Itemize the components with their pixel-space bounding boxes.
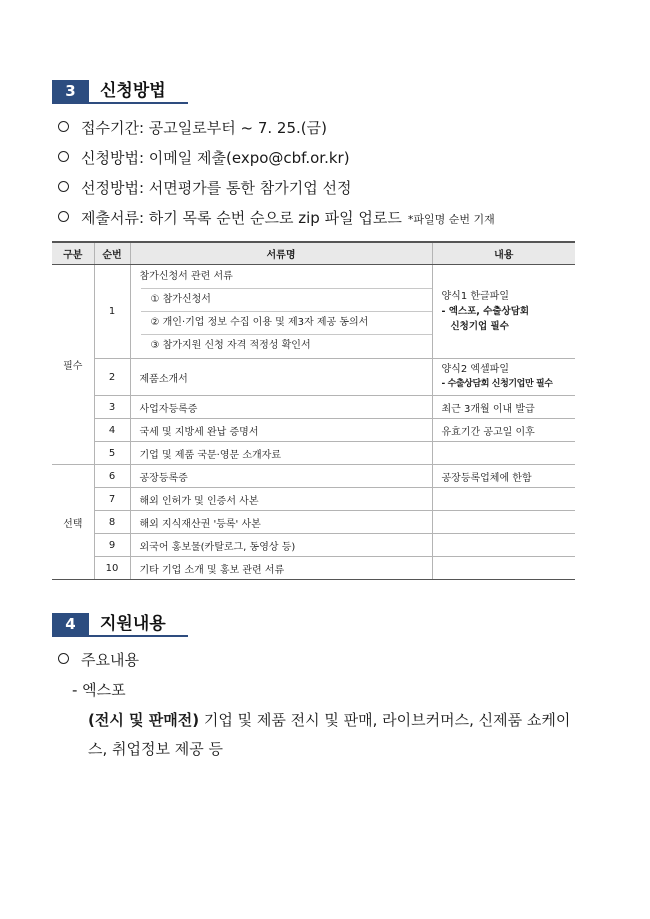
table-row: 3 사업자등록증 최근 3개월 이내 발급 (52, 396, 575, 419)
header-number: 순번 (94, 242, 130, 265)
section-number: 3 (52, 80, 89, 102)
header-category: 구분 (52, 242, 94, 265)
table-row: 5 기업 및 제품 국문·영문 소개자료 (52, 442, 575, 465)
table-row: 선택 6 공장등록증 공장등록업체에 한함 (52, 465, 575, 488)
sub-item: ③ 참가지원 신청 자격 적정성 확인서 (141, 334, 432, 357)
section-4-header (52, 613, 188, 637)
bullet-reception-period: 접수기간: 공고일로부터 ~ 7. 25.(금) (58, 118, 327, 138)
filename-note: *파일명 순번 기재 (407, 213, 495, 226)
bullet-selection-method: 선정방법: 서면평가를 통한 참가기업 선정 (58, 178, 351, 198)
group-required: 필수 (52, 265, 94, 465)
sub-item: ① 참가신청서 (141, 288, 432, 311)
circle-bullet-icon (58, 653, 69, 664)
expo-description (88, 706, 588, 764)
sub-item: ② 개인·기업 정보 수집 이용 및 제3자 제공 동의서 (141, 311, 432, 334)
section-title: 지원내용 (100, 614, 166, 634)
header-content: 내용 (432, 242, 575, 265)
table-row: 8 해외 지식재산권 '등록' 사본 (52, 511, 575, 534)
table-row: 9 외국어 홍보물(카탈로그, 동영상 등) (52, 534, 575, 557)
table-header-row (52, 242, 575, 265)
table-row: 필수 1 참가신청서 관련 서류 ① 참가신청서 ② 개인·기업 정보 수집 이용 및 제3자 제공 동의서 ③ 참가지원 신청 자격 적정성 확인서 양식1 한글파일 - 엑스포, 수출상담회 신청기업 필수 (52, 265, 575, 359)
table-row: 10 기타 기업 소개 및 홍보 관련 서류 (52, 557, 575, 580)
circle-bullet-icon (58, 121, 69, 132)
bullet-main-content: 주요내용 (58, 650, 139, 670)
header-document: 서류명 (130, 242, 432, 265)
table-row: 7 해외 인허가 및 인증서 사본 (52, 488, 575, 511)
documents-table (52, 241, 575, 580)
section-3-header (52, 80, 188, 104)
bullet-submission-docs: 제출서류: 하기 목록 순번 순으로 zip 파일 업로드 *파일명 순번 기재 (58, 208, 495, 230)
section-title: 신청방법 (100, 81, 166, 101)
table-row: 4 국세 및 지방세 완납 증명서 유효기간 공고일 이후 (52, 419, 575, 442)
para-bold-lead: (전시 및 판매전) (88, 711, 200, 729)
circle-bullet-icon (58, 181, 69, 192)
section-number: 4 (52, 613, 89, 635)
dash-item-expo: - 엑스포 (72, 681, 126, 699)
circle-bullet-icon (58, 211, 69, 222)
para-text: 기업 및 제품 전시 및 판매, 라이브커머스, 신제품 쇼케이스, 취업정보 제공 등 (88, 711, 571, 758)
table-row: 2 제품소개서 양식2 엑셀파일 - 수출상담회 신청기업만 필수 (52, 359, 575, 396)
circle-bullet-icon (58, 151, 69, 162)
bullet-application-method: 신청방법: 이메일 제출(expo@cbf.or.kr) (58, 148, 350, 168)
group-optional: 선택 (52, 465, 94, 580)
